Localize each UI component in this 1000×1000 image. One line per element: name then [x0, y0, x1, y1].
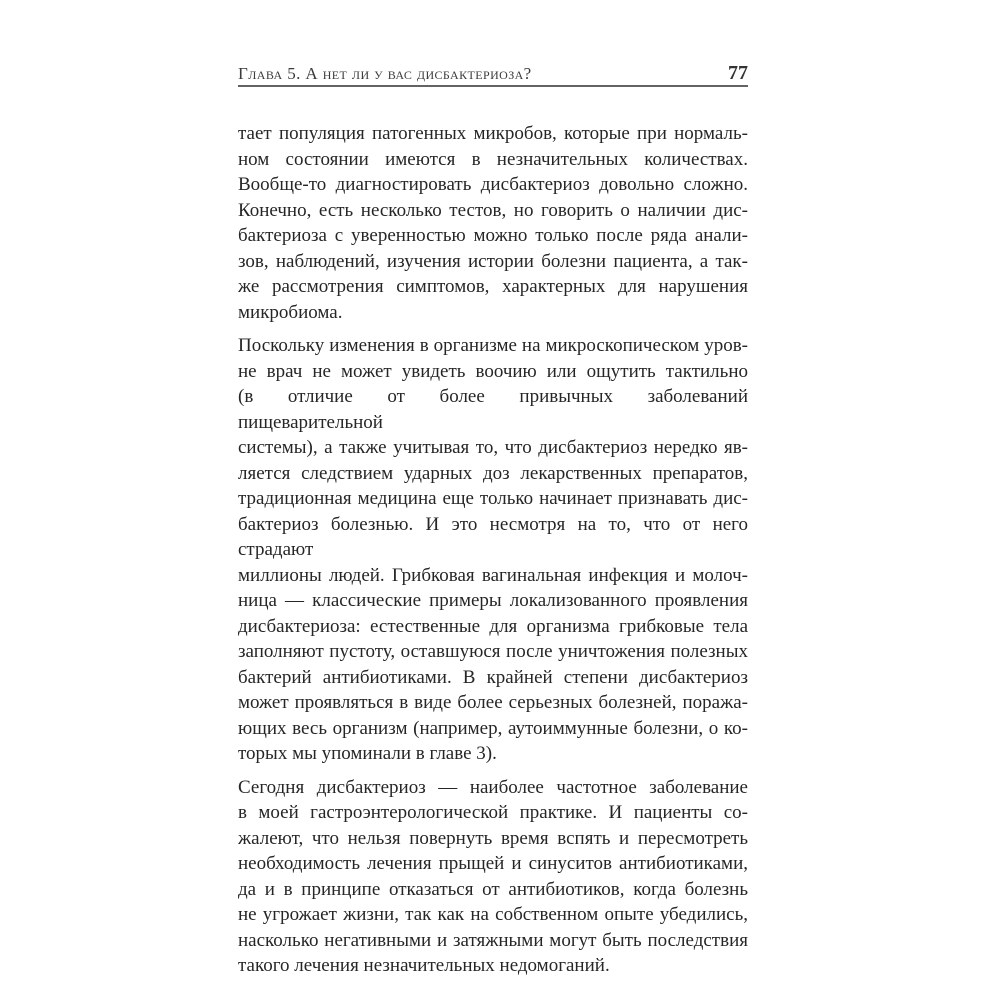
- page-header: [238, 62, 748, 85]
- text-line: микробиома.: [238, 301, 343, 323]
- text-line: необходимость лечения прыщей и синуситов антибиотиками,: [238, 853, 748, 874]
- text-line: Вообще-то диагностировать дисбактериоз довольно сложно.: [238, 174, 748, 195]
- text-line: может проявляться в виде более серьезных болезней, поража-: [238, 692, 748, 713]
- text-line: в моей гастроэнтерологической практике. И пациенты со-: [238, 802, 748, 823]
- text-line: дисбактериоза: естественные для организма грибковые тела: [238, 615, 748, 637]
- text-line: ляется следствием ударных доз лекарственных препаратов,: [238, 462, 748, 484]
- text-line: бактериоза с уверенностью можно только после ряда анали-: [238, 225, 748, 246]
- text-line: да и в принципе отказаться от антибиотиков, когда болезнь: [238, 878, 748, 900]
- text-line: традиционная медицина еще только начинает признавать дис-: [238, 488, 748, 509]
- header-rule: [238, 85, 748, 87]
- text-line: не врач не может увидеть воочию или ощутить тактильно: [238, 360, 748, 382]
- text-line: ном состоянии имеются в незначительных количествах.: [238, 148, 748, 170]
- text-line: ющих весь организм (например, аутоиммунные болезни, о ко-: [238, 717, 748, 739]
- text-line: такого лечения незначительных недомоганий.: [238, 955, 610, 976]
- page-number: 77: [728, 62, 748, 84]
- text-line: Сегодня дисбактериоз — наиболее частотное заболевание: [238, 776, 748, 798]
- text-line: насколько негативными и затяжными могут быть последствия: [238, 929, 748, 951]
- paragraph: [238, 775, 748, 979]
- text-line: системы), а также учитывая то, что дисбактериоз нередко яв-: [238, 437, 748, 458]
- text-line: бактериоз болезнью. И это несмотря на то, что от него страдают: [238, 513, 748, 560]
- paragraph: [238, 121, 748, 325]
- text-line: жалеют, что нельзя повернуть время вспять и пересмотреть: [238, 827, 748, 849]
- text-line: бактерий антибиотиками. В крайней степени дисбактериоз: [238, 666, 748, 688]
- text-line: миллионы людей. Грибковая вагинальная инфекция и молоч-: [238, 564, 748, 586]
- text-line: ница — классические примеры локализованного проявления: [238, 590, 748, 611]
- text-line: тает популяция патогенных микробов, которые при нормаль-: [238, 123, 748, 144]
- chapter-title: Глава 5. А нет ли у вас дисбактериоза?: [238, 64, 532, 83]
- text-line: (в отличие от более привычных заболеваний пищеварительной: [238, 386, 748, 433]
- text-line: Конечно, есть несколько тестов, но говорить о наличии дис-: [238, 199, 748, 221]
- page-body: [238, 121, 748, 987]
- text-line: заполняют пустоту, оставшуюся после уничтожения полезных: [238, 641, 748, 662]
- text-line: не угрожает жизни, так как на собственном опыте убедились,: [238, 904, 748, 925]
- text-line: торых мы упоминали в главе 3).: [238, 743, 497, 764]
- paragraph: [238, 333, 748, 767]
- text-line: зов, наблюдений, изучения истории болезни пациента, а так-: [238, 250, 748, 272]
- text-line: же рассмотрения симптомов, характерных для нарушения: [238, 276, 748, 297]
- text-line: Поскольку изменения в организме на микроскопическом уров-: [238, 335, 748, 356]
